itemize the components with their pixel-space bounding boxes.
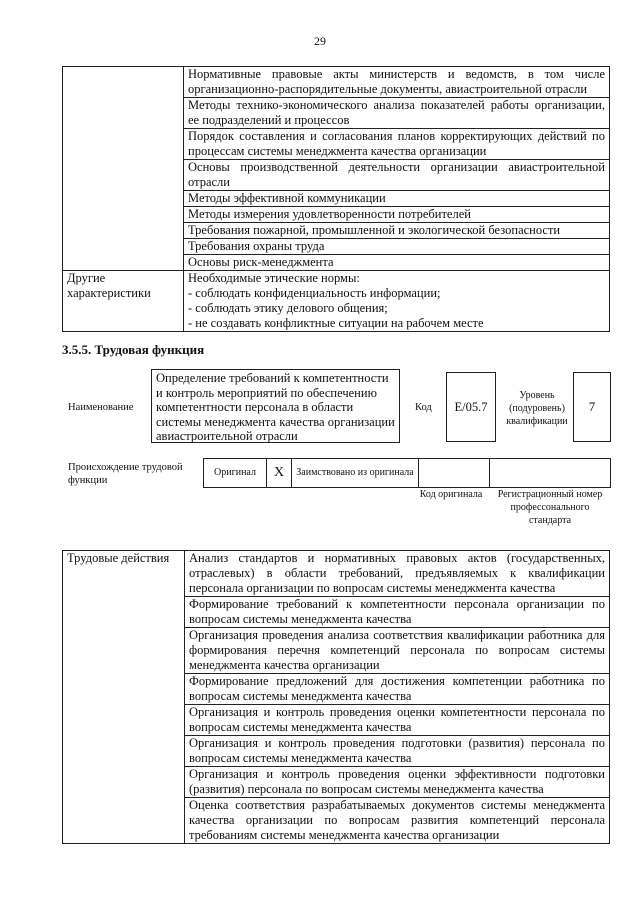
- empty-label-cell: [63, 67, 184, 271]
- knowledge-row: Требования охраны труда: [184, 239, 610, 255]
- ethics-line: Необходимые этические нормы:: [188, 271, 360, 285]
- ethics-line: - соблюдать этику делового общения;: [188, 301, 388, 315]
- ethics-line: - не создавать конфликтные ситуации на рабочем месте: [188, 316, 484, 330]
- name-label: Наименование: [68, 402, 134, 413]
- knowledge-row: Нормативные правовые акты министерств и ведомств, в том числе организационно-распорядительные документы, авиастроительной отрасли: [184, 67, 610, 98]
- page-number: 29: [314, 34, 326, 48]
- section-heading: 3.5.5. Трудовая функция: [62, 342, 205, 357]
- knowledge-row: Порядок составления и согласования планов корректирующих действий по процессам системы менеджмента качества организации: [184, 129, 610, 160]
- labor-actions-label: Трудовые действия: [63, 551, 185, 844]
- labor-action-row: Формирование требований к компетентности персонала организации по вопросам системы менеджмента качества: [185, 597, 610, 628]
- code-label: Код: [415, 402, 432, 413]
- original-code-caption: Код оригинала: [419, 489, 483, 500]
- origin-label: Происхождение трудовой функции: [68, 462, 183, 486]
- labor-action-row: Организация и контроль проведения оценки компетентности персонала по вопросам системы менеджмента качества: [185, 705, 610, 736]
- qualification-level-label: Уровень (подуровень) квалификации: [506, 390, 568, 427]
- labor-action-row: Формирование предложений для достижения компетенции работника по вопросам системы менеджмента качества: [185, 674, 610, 705]
- other-characteristics-text: [184, 271, 610, 332]
- knowledge-table: [62, 66, 610, 332]
- knowledge-row: Основы производственной деятельности организации авиастроительной отрасли: [184, 160, 610, 191]
- origin-table: [203, 458, 611, 488]
- knowledge-row: Методы технико-экономического анализа показателей работы организации, ее подразделений и процессов: [184, 98, 610, 129]
- original-mark: X: [267, 459, 292, 488]
- knowledge-row: Методы измерения удовлетворенности потребителей: [184, 207, 610, 223]
- borrowed-cell: Заимствовано из оригинала: [292, 459, 419, 488]
- original-cell: Оригинал: [204, 459, 267, 488]
- labor-action-row: Организация проведения анализа соответствия квалификации работника для формирования перечня компетенций персонала по вопросам системы менеджмента качества организации: [185, 628, 610, 674]
- original-code-cell: [419, 459, 490, 488]
- code-value-box: E/05.7: [446, 372, 496, 442]
- knowledge-row: Требования пожарной, промышленной и экологической безопасности: [184, 223, 610, 239]
- knowledge-row: Методы эффективной коммуникации: [184, 191, 610, 207]
- ethics-line: - соблюдать конфиденциальность информации;: [188, 286, 441, 300]
- knowledge-row: Основы риск-менеджмента: [184, 255, 610, 271]
- registration-number-cell: [490, 459, 611, 488]
- labor-action-row: Организация и контроль проведения оценки эффективности подготовки (развития) персонала по вопросам системы менеджмента качества: [185, 767, 610, 798]
- other-characteristics-label: Другие характеристики: [63, 271, 184, 332]
- labor-action-row: Оценка соответствия разрабатываемых документов системы менеджмента качества организации по вопросам развития компетенций персонала требованиям системы менеджмента качества организации: [185, 798, 610, 844]
- qualification-level-box: 7: [573, 372, 611, 442]
- labor-actions-table: [62, 550, 610, 844]
- registration-number-caption: Регистрационный номер профессонального стандарта: [497, 489, 603, 526]
- labor-action-row: Организация и контроль проведения подготовки (развития) персонала по вопросам системы менеджмента качества: [185, 736, 610, 767]
- function-name-box: Определение требований к компетентности и контроль мероприятий по обеспечению компетентности персонала в области системы менеджмента качества организации авиастроительной отрасли: [151, 369, 400, 443]
- labor-action-row: Анализ стандартов и нормативных правовых актов (государственных, отраслевых) в области требований, предъявляемых к квалификации персонала организации по вопросам системы менеджмента качества: [185, 551, 610, 597]
